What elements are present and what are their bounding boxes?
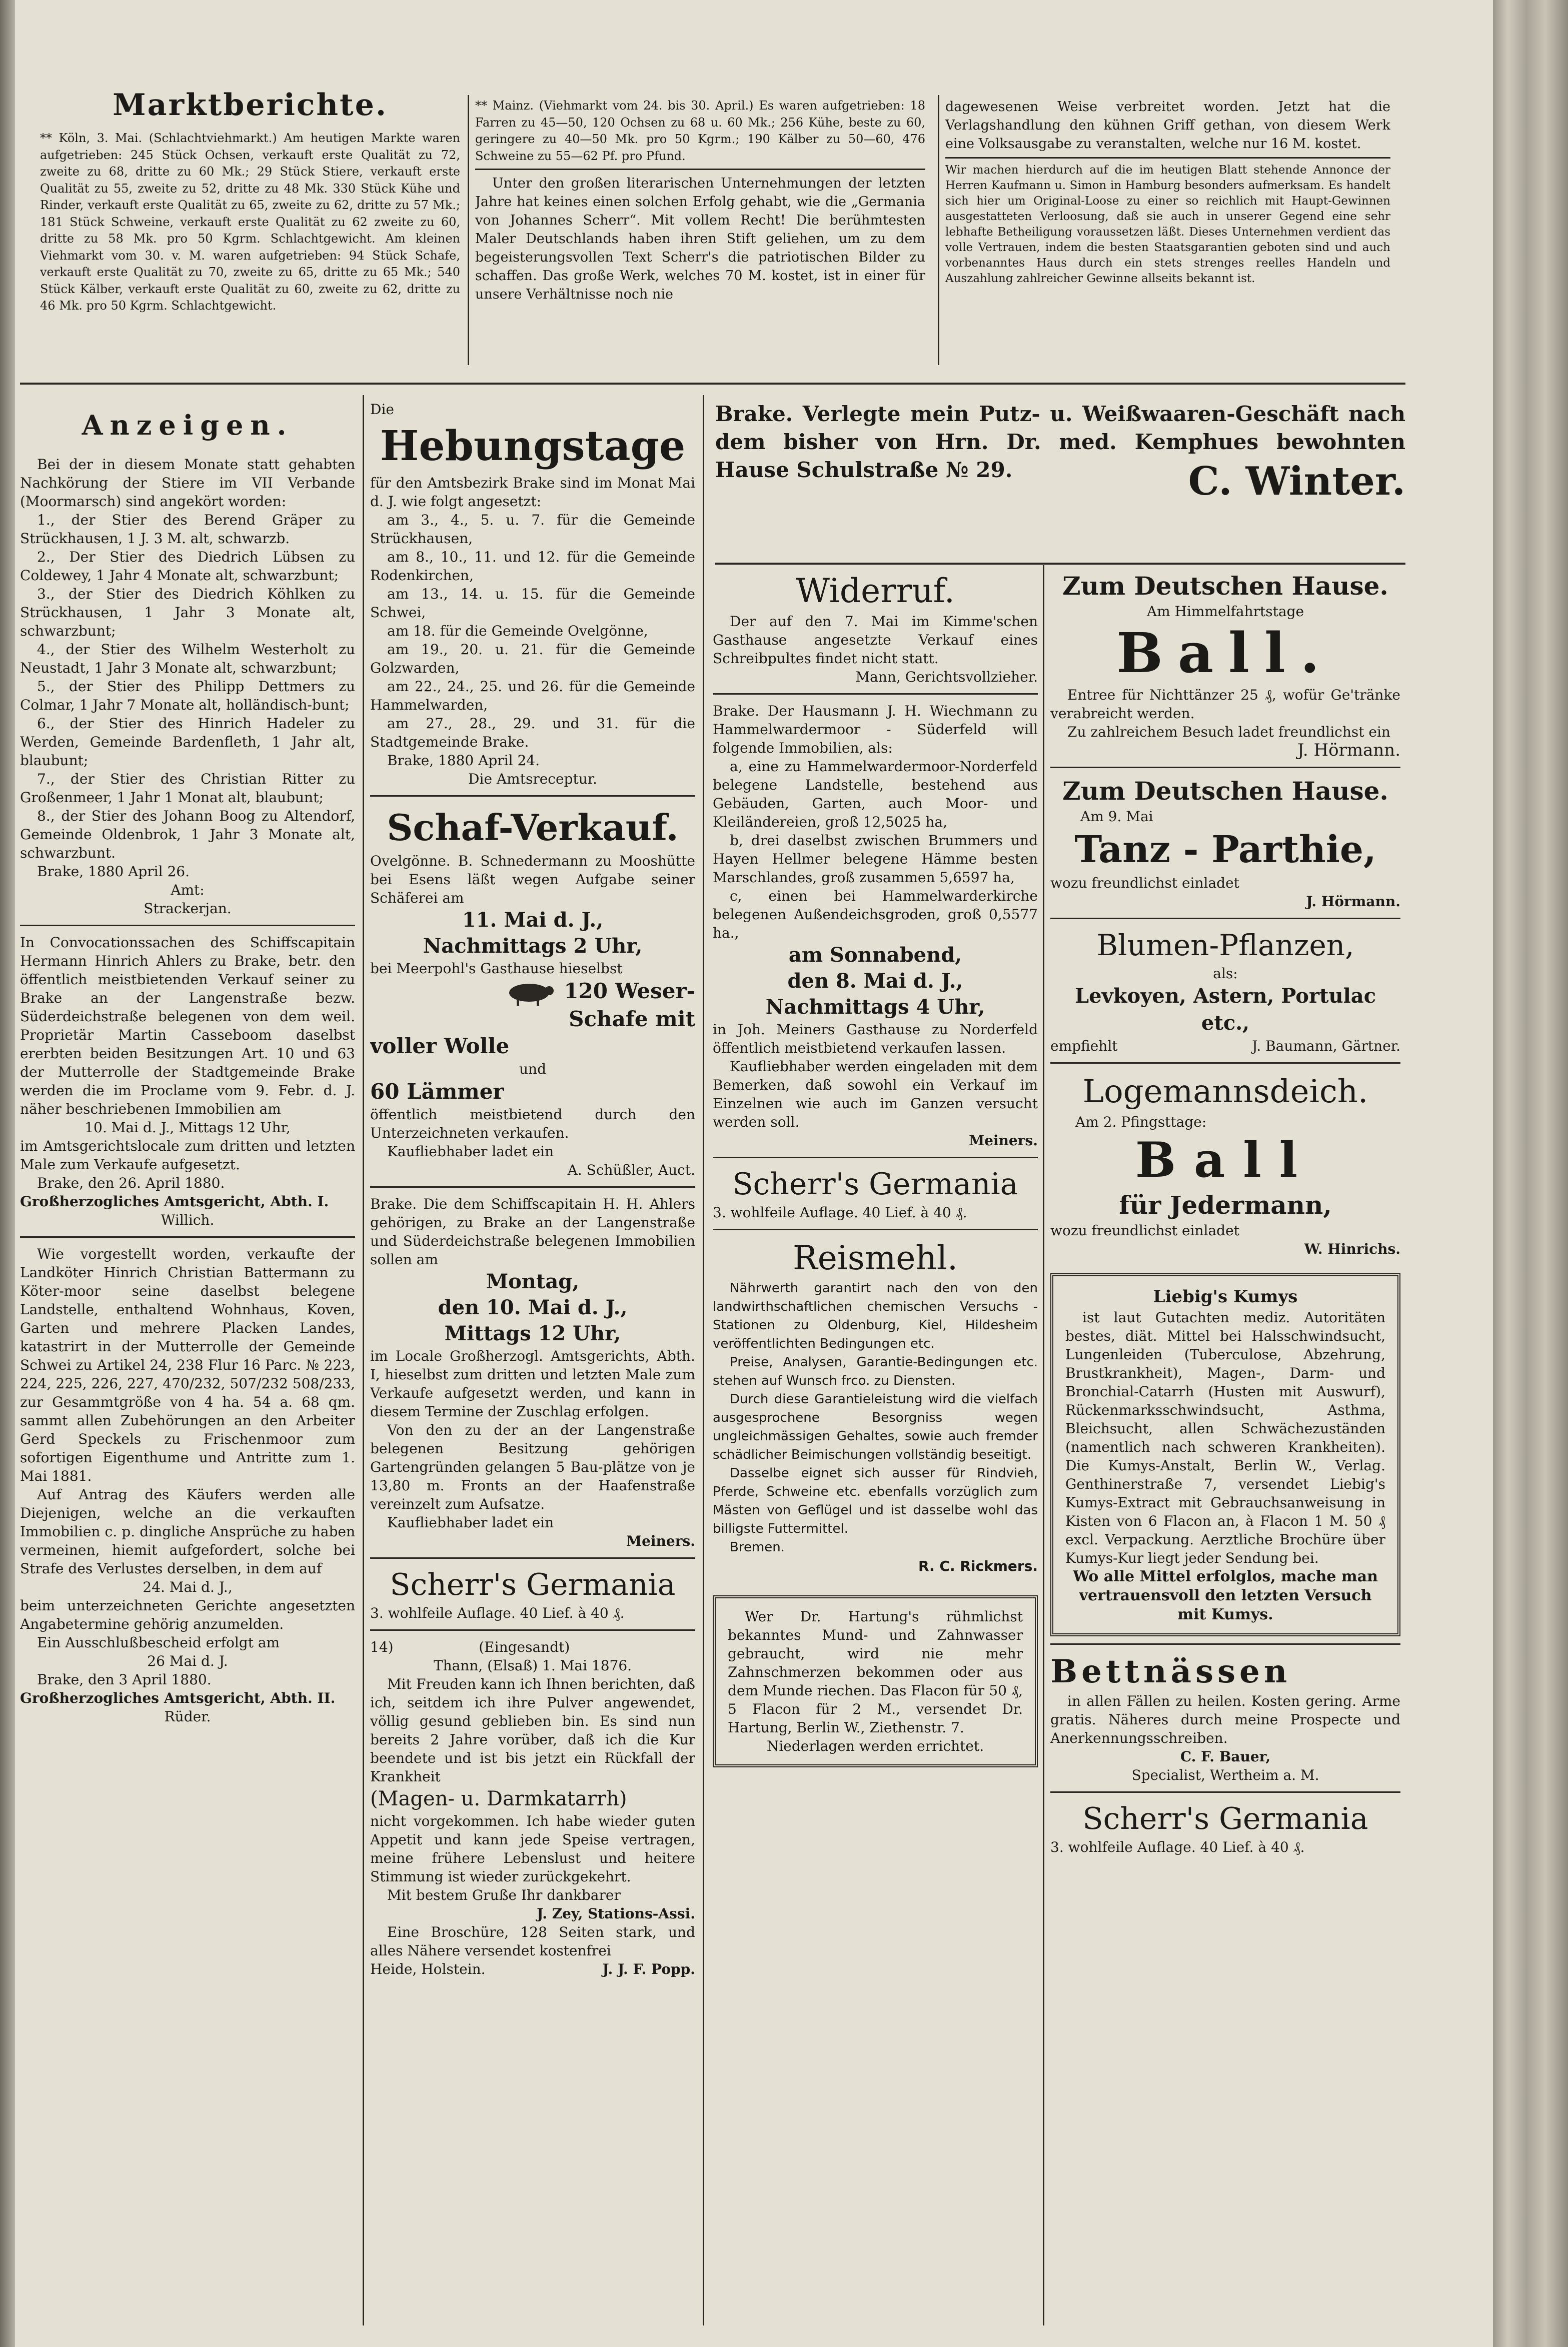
convocation-signature: Willich. — [161, 1212, 215, 1228]
eingesandt-place: Thann, (Elsaß) 1. Mai 1876. — [433, 1657, 632, 1674]
reismehl-text-4: Dasselbe eignet sich ausser für Rindvieh, Pferde, Schweine etc. ebenfalls vorzüglich zum Mästen von Geflügel und ist dasselbe wohl das billigste Futtermittel. — [713, 1466, 1038, 1536]
anzeigen-title: Anzeigen. — [82, 409, 294, 441]
eingesandt-heide: Heide, Holstein. — [370, 1961, 486, 1977]
hebung-line: am 19., 20. u. 21. für die Gemeinde Golzwarden, — [370, 641, 695, 676]
schaf-place: bei Meerpohl's Gasthause hieselbst — [370, 960, 623, 977]
rule — [713, 1229, 1038, 1230]
liebig-bold: Wo alle Mittel erfolglos, mache man vertrauensvoll den letzten Versuch mit Kumys. — [1073, 1568, 1378, 1623]
liebig-title: Liebig's Kumys — [1153, 1287, 1298, 1307]
schaf-text: Ovelgönne. B. Schnedermann zu Mooshütte bei Esens läßt wegen Aufgabe seiner Schäferei am — [370, 853, 695, 906]
scherr-germania-sub: 3. wohlfeile Auflage. 40 Lief. à 40 ₰. — [370, 1605, 625, 1621]
blumen-title: Blumen-Pflanzen, — [1096, 928, 1354, 962]
schaf-count-row — [370, 978, 695, 1006]
deutsches-haus-sub-2: Am 9. Mai — [1080, 808, 1153, 825]
reismehl-text-3: Durch diese Garantieleistung wird die vielfach ausgesprochene Besorgniss wegen ungleichmässigen Gehaltes, sowie auch fremder schädlicher Beimischungen vollständig beseitigt. — [713, 1392, 1038, 1462]
wiechmann-text: Brake. Der Hausmann J. H. Wiechmann zu Hammelwardermoor - Süderfeld will folgende Immobilien, als: — [713, 703, 1038, 756]
germania-notice: Unter den großen literarischen Unternehmungen der letzten Jahre hat keines einen solchen Erfolg gehabt, wie die „Germania von Johannes Scherr“. Mit vollem Recht! Die berühmtesten Maler Deutschlands haben ihren Stift geliehen, um zu dem begeisterungsvollen Text Scherr's die patriotischen Bilder zu schaffen. Das große Werk, welches 70 M. kostet, ist in einer für unsere Verhältnisse noch nie — [475, 176, 925, 302]
wiechmann-day: am Sonnabend, — [788, 943, 962, 967]
brake-ahlers-kauf: Kaufliebhaber ladet ein — [387, 1514, 554, 1531]
wiechmann-time: Nachmittags 4 Uhr, — [765, 995, 985, 1019]
wiechmann-a: a, eine zu Hammelwardermoor-Norderfeld belegene Landstelle, bestehend aus Gebäuden, Garten, auch Moor- und Kleiländereien, groß 12,5025 ha, — [713, 758, 1038, 830]
column-rule — [363, 395, 364, 2325]
stier-item: 5., der Stier des Philipp Dettmers zu Colmar, 1 Jahr 7 Monate alt, holländisch-bunt; — [20, 678, 355, 713]
column-rule — [703, 395, 704, 2325]
stier-item: 2., Der Stier des Diedrich Lübsen zu Coldewey, 1 Jahr 4 Monate alt, schwarzbunt; — [20, 549, 355, 584]
wiechmann-date: den 8. Mai d. J., — [787, 969, 963, 993]
rule — [475, 169, 925, 170]
rule — [20, 925, 355, 926]
logemannsdeich-signature: W. Hinrichs. — [1304, 1241, 1400, 1257]
stier-list — [20, 511, 355, 862]
scherr-germania-sub: 3. wohlfeile Auflage. 40 Lief. à 40 ₰. — [713, 1204, 967, 1221]
wiechmann-b: b, drei daselbst zwischen Brummers und Hayen Hellmer belegene Hämme besten Marschlandes, groß zusammen 5,6597 ha, — [713, 832, 1038, 886]
eingesandt-text-2: nicht vorgekommen. Ich habe wieder guten Appetit und kann jede Speise vertragen, meine frühere Lebenslust und heitere Stimmung ist wieder zurückgekehrt. — [370, 1813, 695, 1885]
page-edge — [1493, 0, 1568, 2347]
rule — [713, 693, 1038, 695]
horizontal-rule — [715, 563, 1405, 565]
ads-column-2 — [370, 400, 695, 2340]
blumen-als: als: — [1213, 965, 1238, 982]
hebung-signature: Die Amtsreceptur. — [468, 771, 597, 787]
column-rule — [938, 95, 939, 365]
hebung-die: Die — [370, 401, 394, 418]
rule — [370, 1629, 695, 1631]
battermann-text-3: beim unterzeichneten Gerichte angesetzten Angabetermine gehörig anzumelden. — [20, 1597, 355, 1632]
schaf-date: 11. Mai d. J., — [462, 908, 604, 932]
stier-item: 1., der Stier des Berend Gräper zu Strückhausen, 1 J. 3 M. alt, schwarzb. — [20, 512, 355, 547]
convocation-text: In Convocationssachen des Schiffscapitain Hermann Hinrich Ahlers zu Brake, betr. den öffentlich meistbietenden Verkauf seiner zu Brake an der Langenstraße bezw. Süderdeichstraße belegenen von dem weil. Proprietär Martin Casseboom daselbst ererbten beiden Besitzungen Art. 10 und 63 der Mutterrolle der Stadtgemeinde Brake werden die im Proclame vom 9. Febr. d. J. näher beschriebenen Immobilien am — [20, 934, 355, 1117]
brake-ahlers-date: den 10. Mai d. J., — [438, 1296, 628, 1319]
bettnaessen-text: in allen Fällen zu heilen. Kosten gering. Arme gratis. Näheres durch meine Prospecte und Anerkennungsschreiben. — [1050, 1693, 1400, 1746]
hebung-line: am 27., 28., 29. und 31. für die Stadtgemeinde Brake. — [370, 715, 695, 750]
stier-item: 4., der Stier des Wilhelm Westerholt zu Neustadt, 1 Jahr 3 Monate alt, schwarzbunt; — [20, 641, 355, 676]
stier-item: 6., der Stier des Hinrich Hadeler zu Werden, Gemeinde Bardenfleth, 1 Jahr alt, blaubunt; — [20, 715, 355, 769]
eingesandt-popp: J. J. F. Popp. — [602, 1961, 695, 1977]
schaf-kauf: Kaufliebhaber ladet ein — [387, 1143, 554, 1160]
logemannsdeich-fuer: für Jedermann, — [1119, 1190, 1332, 1220]
convocation-court: Großherzogliches Amtsgericht, Abth. I. — [20, 1193, 329, 1210]
reismehl-text: Nährwerth garantirt nach den von den landwirthschaftlichen chemischen Versuchs - Stationen zu Oldenburg, Kiel, Hildesheim veröffentlichten Bedingungen etc. — [713, 1281, 1038, 1351]
ads-column-1 — [20, 400, 355, 2340]
battermann-text-2: Auf Antrag des Käufers werden alle Diejenigen, welche an die verkauften Immobilien c. p. dingliche Ansprüche zu haben vermeinen, hiemit aufgefordert, solche bei Strafe des Verlustes derselben, in dem auf — [20, 1486, 355, 1577]
lottery-notice: Wir machen hierdurch auf die im heutigen Blatt stehende Annonce der Herren Kaufmann u. Simon in Hamburg besonders aufmerksam. Es handelt sich hier um Original-Loose zu einer so reichlich mit Haupt-Gewinnen ausgestatteten Verloosung, daß sie auch in unserer Gegend eine sehr lebhafte Betheiligung voraussetzen läßt. Dieses Unternehmen verdient das volle Vertrauen, indem die besten Staatsgarantien geboten sind und auch vorbenanntes Haus durch ein stets strenges reelles Handeln und Auszahlung zahlreicher Gewinne allseits bekannt ist. — [945, 164, 1390, 285]
ads-column-4 — [1050, 570, 1400, 2340]
brake-ahlers-rest: im Locale Großherzogl. Amtsgerichts, Abth. I, hieselbst zum dritten und letzten Male zum Verkaufe aufgesetzt werden, und kann in diesem Termine der Zuschlag erfolgen. — [370, 1348, 695, 1420]
hartung-text: Wer Dr. Hartung's rühmlichst bekanntes Mund- und Zahnwasser gebraucht, wird nie mehr Zahnschmerzen bekommen oder aus dem Munde riechen. Das Flacon für 50 ₰, 5 Flacon für 2 M., versendet Dr. Hartung, Berlin W., Ziethenstr. 7. — [728, 1608, 1023, 1736]
germania-notice-cont: dagewesenen Weise verbreitet worden. Jetzt hat die Verlagshandlung den kühnen Griff gethan, von diesem Werk eine Volksausgabe zu veranstalten, welche nur 16 M. kostet. — [945, 99, 1390, 152]
brake-ahlers-signature: Meiners. — [626, 1533, 695, 1549]
schaf-signature: A. Schüßler, Auct. — [567, 1162, 695, 1178]
column-rule — [1043, 565, 1044, 2325]
stier-item: 7., der Stier des Christian Ritter zu Großenmeer, 1 Jahr 1 Monat alt, blaubunt; — [20, 771, 355, 806]
market-report-koeln: ** Köln, 3. Mai. (Schlachtviehmarkt.) Am heutigen Markte waren aufgetrieben: 245 Stück Ochsen, verkauft erste Qualität zu 72, zweite zu 68, dritte zu 60 Mk.; 29 Stück Stiere, verkauft erste Qualität zu 55, zweite zu 52, dritte zu 48 Mk. 330 Stück Kühe und Rinder, verkauft erste Qualität zu 65, zweite zu 62, dritte zu 57 Mk.; 181 Stück Schweine, verkauft erste Qualität zu 62 zweite zu 60, dritte zu 58 Mk. pro 50 Kgrm. Schlachtgewicht. Am kleinen Viehmarkt vom 30. v. M. waren aufgetrieben: 94 Stück Schafe, verkauft erste Qualität zu 70, zweite zu 65, dritte zu 65 Mk.; 540 Stück Kälber, verkauft erste Qualität zu 60, zweite zu 62, dritte zu 46 Mk. pro 50 Kgrm. Schlachtgewicht. — [40, 131, 460, 313]
ads-column-3 — [713, 570, 1038, 2340]
eingesandt-footer — [370, 1960, 695, 1978]
battermann-text: Wie vorgestellt worden, verkaufte der Landköter Hinrich Christian Battermann zu Köter-moor seine daselbst belegene Landstelle, enthaltend Wohnhaus, Koven, Garten und mehrere Placken Landes, katastrirt in der Mutterrolle der Gemeinde Schwei zu Artikel 24, 238 Flur 16 Parc. № 223, 224, 225, 226, 227, 470/232, 507/232 508/233, zur Gesammtgröße von 4 ha. 54 a. 68 qm. sammt allen Zubehörungen an den Arbeiter Gerd Speckels zu Frischenmoor zum sofortigen Eigenthume und Antritte zum 1. Mai 1881. — [20, 1246, 355, 1484]
deutsches-haus-title-2: Zum Deutschen Hause. — [1062, 776, 1388, 806]
top-column-2 — [475, 98, 925, 368]
eingesandt-broschuere: Eine Broschüre, 128 Seiten stark, und alles Nähere versendet kostenfrei — [370, 1924, 695, 1959]
top-column-3 — [945, 98, 1390, 368]
sheep-icon — [502, 980, 557, 1006]
schaf-wolle: voller Wolle — [370, 1034, 510, 1058]
stier-amt: Amt: — [171, 882, 205, 898]
rule — [945, 157, 1390, 159]
eingesandt-gruss: Mit bestem Gruße Ihr dankbarer — [387, 1887, 621, 1903]
bettnaessen-title: Bettnässen — [1050, 1653, 1291, 1690]
blumen-list: Levkoyen, Astern, Portulac etc., — [1074, 984, 1376, 1035]
wiechmann-signature: Meiners. — [969, 1132, 1038, 1149]
battermann-text-4: Ein Ausschlußbescheid erfolgt am — [37, 1634, 280, 1651]
battermann-date: 24. Mai d. J., — [143, 1579, 233, 1595]
hebung-line: am 22., 24., 25. und 26. für die Gemeinde Hammelwarden, — [370, 678, 695, 713]
winter-ad — [715, 400, 1405, 565]
rule — [370, 795, 695, 797]
scherr-germania-sub: 3. wohlfeile Auflage. 40 Lief. à 40 ₰. — [1050, 1839, 1305, 1855]
eingesandt-big: (Magen- u. Darmkatarrh) — [370, 1787, 627, 1810]
hebungstage-title: Hebungstage — [380, 422, 686, 470]
winter-text: Brake. Verlegte mein Putz- u. Weißwaaren-Geschäft nach dem bisher von Hrn. Dr. med. Kemphues bewohnten Hause Schulstraße № 29. — [715, 402, 1405, 482]
wiechmann-rest: Kaufliebhaber werden eingeladen mit dem Bemerken, daß sowohl ein Verkauf im Einzelnen wie auch im Ganzen versucht werden soll. — [713, 1058, 1038, 1130]
tanz-signature: J. Hörmann. — [1306, 893, 1400, 910]
eingesandt-number: 14) — [370, 1639, 394, 1655]
ball-text: Entree für Nichttänzer 25 ₰, wofür Ge'tränke verabreicht werden. — [1050, 687, 1400, 722]
ball-title: Ball. — [1116, 621, 1335, 685]
widerruf-title: Widerruf. — [796, 572, 955, 610]
rule — [1050, 918, 1400, 919]
bettnaessen-sub: Specialist, Wertheim a. M. — [1131, 1767, 1319, 1783]
reismehl-title: Reismehl. — [793, 1239, 958, 1277]
battermann-place: Brake, den 3 April 1880. — [37, 1671, 212, 1688]
schaf-verkauf-title: Schaf-Verkauf. — [387, 806, 679, 849]
stier-place: Brake, 1880 April 26. — [37, 863, 190, 880]
hebung-list — [370, 511, 695, 751]
scherr-germania-title: Scherr's Germania — [1082, 1801, 1368, 1836]
eingesandt-label: (Eingesandt) — [479, 1639, 570, 1655]
rule — [1050, 1643, 1400, 1645]
eingesandt-header — [370, 1638, 695, 1656]
eingesandt-signature: J. Zey, Stations-Assi. — [537, 1905, 695, 1922]
rule — [1050, 1791, 1400, 1793]
blumen-signature: J. Baumann, Gärtner. — [1252, 1038, 1400, 1054]
column-rule — [468, 95, 469, 365]
brake-ahlers-time: Mittags 12 Uhr, — [444, 1322, 621, 1345]
tanz-title: Tanz - Parthie, — [1074, 828, 1376, 871]
rule — [20, 1236, 355, 1238]
brake-ahlers-text: Brake. Die dem Schiffscapitain H. H. Ahlers gehörigen, zu Brake an der Langenstraße und Süderdeichstraße belegenen Immobilien sollen am — [370, 1196, 695, 1268]
stier-item: 3., der Stier des Diedrich Köhlken zu Strückhausen, 1 Jahr 3 Monate alt, schwarzbunt; — [20, 586, 355, 639]
convocation-text-2: im Amtsgerichtslocale zum dritten und letzten Male zum Verkaufe aufgesetzt. — [20, 1138, 355, 1173]
hebung-line: am 3., 4., 5. u. 7. für die Gemeinde Strückhausen, — [370, 512, 695, 547]
schaf-count-2: Schafe mit — [569, 1007, 695, 1031]
wiechmann-c: c, einen bei Hammelwarderkirche belegenen Außendeichsgroden, groß 0,5577 ha., — [713, 888, 1038, 941]
reismehl-signature: R. C. Rickmers. — [918, 1558, 1038, 1574]
reismehl-text-2: Preise, Analysen, Garantie-Bedingungen etc. stehen auf Wunsch frco. zu Diensten. — [713, 1355, 1038, 1388]
stier-intro: Bei der in diesem Monate statt gehabten Nachkörung der Stiere im VII Verbande (Moormarsch) sind angekört worden: — [20, 456, 355, 510]
schaf-rest: öffentlich meistbietend durch den Unterzeichneten verkaufen. — [370, 1106, 695, 1141]
deutsches-haus-sub: Am Himmelfahrtstage — [1146, 603, 1304, 620]
logemannsdeich-sub: Am 2. Pfingsttage: — [1075, 1114, 1207, 1130]
schaf-count: 120 Weser- — [564, 979, 695, 1003]
ball-signature: J. Hörmann. — [1297, 740, 1400, 760]
battermann-date-2: 26 Mai d. J. — [147, 1653, 228, 1669]
scherr-germania-title: Scherr's Germania — [390, 1567, 676, 1602]
winter-signature: C. Winter. — [1188, 459, 1405, 504]
liebig-box — [1050, 1273, 1400, 1636]
hebung-date: Brake, 1880 April 24. — [387, 752, 540, 769]
blumen-footer — [1050, 1037, 1400, 1055]
wiechmann-place: in Joh. Meiners Gasthause zu Norderfeld öffentlich meistbietend verkaufen lassen. — [713, 1021, 1038, 1056]
page-gutter — [0, 0, 15, 2347]
hartung-niederlagen: Niederlagen werden errichtet. — [766, 1738, 984, 1754]
tanz-text: wozu freundlichst einladet — [1050, 875, 1239, 891]
widerruf-text: Der auf den 7. Mai im Kimme'schen Gasthause angesetzte Verkauf eines Schreibpultes findet nicht statt. — [713, 613, 1038, 667]
schaf-und: und — [519, 1061, 546, 1077]
rule — [1050, 767, 1400, 768]
widerruf-signature: Mann, Gerichtsvollzieher. — [855, 669, 1038, 685]
brake-ahlers-rest-2: Von den zu der an der Langenstraße belegenen Besitzung gehörigen Gartengründen gelangen 5 Bau-plätze von je 13,80 m. Fronts an der Haafenstraße vereinzelt zum Aufsatze. — [370, 1422, 695, 1512]
scherr-germania-title: Scherr's Germania — [732, 1167, 1018, 1202]
hartung-box — [713, 1595, 1038, 1767]
bettnaessen-signature: C. F. Bauer, — [1180, 1748, 1271, 1765]
market-report-mainz: ** Mainz. (Viehmarkt vom 24. bis 30. April.) Es waren aufgetrieben: 18 Farren zu 45—50, 120 Ochsen zu 68 u. 60 Mk.; 256 Kühe, beste zu 60, geringere zu 40—50 Mk. pro 50 Kgrm.; 190 Kälber zu 50—60, 476 Schweine zu 55—62 Pf. pro Pfund. — [475, 99, 925, 163]
stier-item: 8., der Stier des Johann Boog zu Altendorf, Gemeinde Oldenbrok, 1 Jahr 3 Monate alt, schwarzbunt. — [20, 808, 355, 861]
schaf-laemmer: 60 Lämmer — [370, 1079, 504, 1104]
hebung-intro: für den Amtsbezirk Brake sind im Monat Mai d. J. wie folgt angesetzt: — [370, 475, 695, 510]
hebung-line: am 8., 10., 11. und 12. für die Gemeinde Rodenkirchen, — [370, 549, 695, 584]
convocation-date: 10. Mai d. J., Mittags 12 Uhr, — [85, 1119, 291, 1136]
section-title-marktberichte: Marktberichte. — [113, 88, 388, 123]
eingesandt-text: Mit Freuden kann ich Ihnen berichten, daß ich, seitdem ich ihre Pulver angewendet, völlig gesund geblieben bin. Es sind nun bereits 2 Jahre vorüber, daß ich die Kur beendete und ist bis jetzt ein Rückfall der Krankheit — [370, 1676, 695, 1785]
logemannsdeich-ball: Ball — [1135, 1132, 1316, 1188]
logemannsdeich-text: wozu freundlichst einladet — [1050, 1222, 1239, 1239]
schaf-time: Nachmittags 2 Uhr, — [423, 934, 643, 958]
stier-signature: Strackerjan. — [144, 900, 232, 917]
hebung-line: am 13., 14. u. 15. für die Gemeinde Schwei, — [370, 586, 695, 621]
reismehl-bremen: Bremen. — [730, 1540, 785, 1555]
logemannsdeich-title: Logemannsdeich. — [1082, 1073, 1368, 1110]
horizontal-rule-main — [20, 383, 1405, 385]
brake-ahlers-day: Montag, — [486, 1270, 580, 1293]
liebig-text: ist laut Gutachten mediz. Autoritäten bestes, diät. Mittel bei Halsschwindsucht, Lungenleiden (Tuberculose, Abzehrung, Brustkrankheit), Magen-, Darm- und Bronchial-Catarrh (Husten mit Auswurf), Rückenmarksschwindsucht, Asthma, Bleichsucht, allen Schwächezuständen (namentlich nach schweren Krankheiten). Die Kumys-Anstalt, Berlin W., Verlag. Genthinerstraße 7, versendet Liebig's Kumys-Extract mit Gebrauchsanweisung in Kisten von 6 Flacon an, à Flacon 1 M. 50 ₰ excl. Verpackung. Aerztliche Brochüre über Kumys-Kur liegt jeder Sendung bei. — [1065, 1309, 1385, 1566]
battermann-court: Großherzogliches Amtsgericht, Abth. II. — [20, 1690, 336, 1706]
rule — [1050, 1062, 1400, 1064]
deutsches-haus-title: Zum Deutschen Hause. — [1062, 571, 1388, 601]
top-column-1 — [40, 85, 460, 365]
convocation-place: Brake, den 26. April 1880. — [37, 1175, 225, 1191]
blumen-empfiehlt: empfiehlt — [1050, 1038, 1118, 1054]
rule — [370, 1186, 695, 1188]
ball-text-2: Zu zahlreichem Besuch ladet freundlichst ein — [1067, 724, 1390, 740]
rule — [713, 1157, 1038, 1158]
rule — [370, 1557, 695, 1559]
battermann-signature: Rüder. — [164, 1708, 211, 1725]
hebung-line: am 18. für die Gemeinde Ovelgönne, — [387, 623, 648, 639]
